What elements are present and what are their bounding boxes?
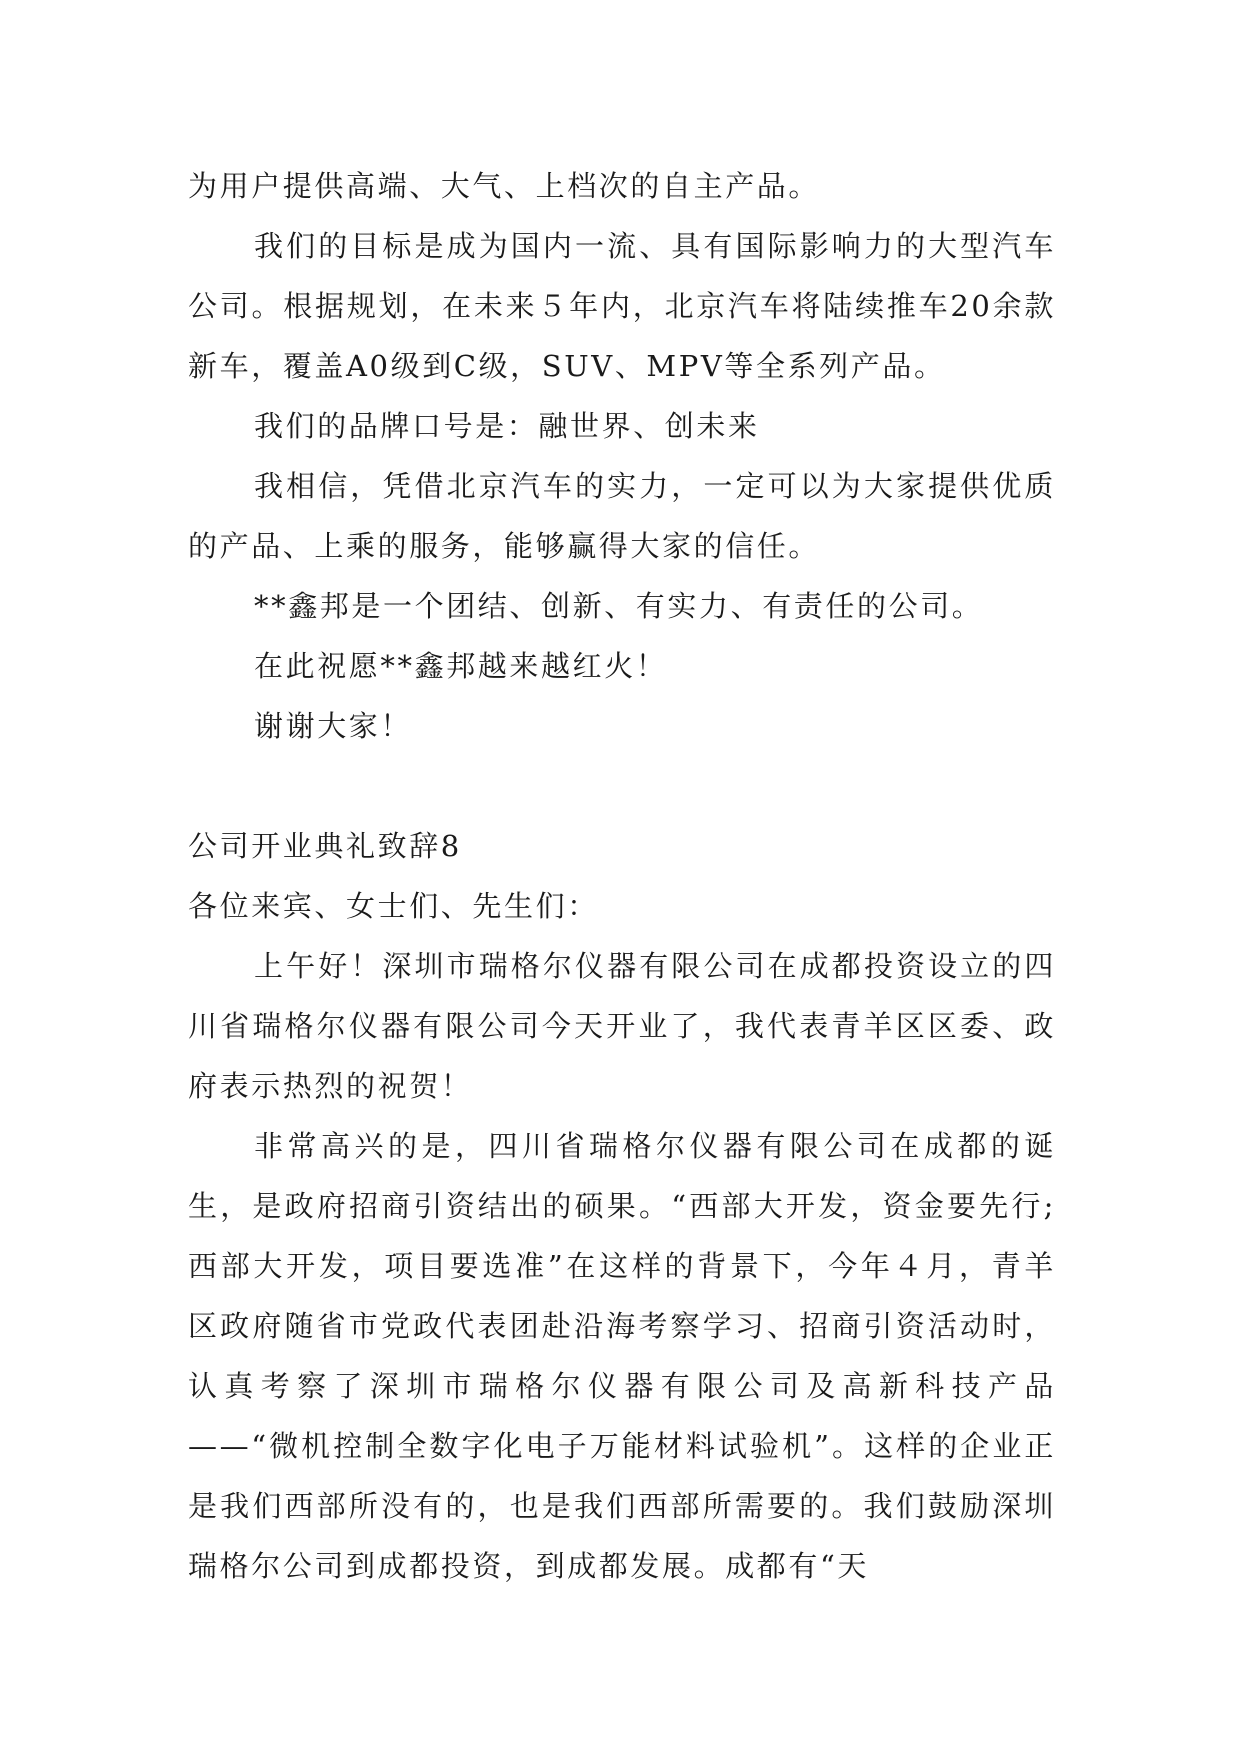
paragraph-confidence: 我相信，凭借北京汽车的实力，一定可以为大家提供优质的产品、上乘的服务，能够赢得大家的信任。 — [188, 469, 1056, 563]
paragraph-brand-slogan: 我们的品牌口号是：融世界、创未来 — [254, 409, 760, 443]
document-body — [188, 156, 1056, 1596]
paragraph-company-praise: **鑫邦是一个团结、创新、有实力、有责任的公司。 — [254, 589, 984, 623]
paragraph-continuation: 为用户提供高端、大气、上档次的自主产品。 — [188, 169, 821, 203]
paragraph-opening-congratulations: 上午好！深圳市瑞格尔仪器有限公司在成都投资设立的四川省瑞格尔仪器有限公司今天开业了，我代表青羊区区委、政府表示热烈的祝贺！ — [188, 949, 1056, 1103]
paragraph-investment-background: 非常高兴的是，四川省瑞格尔仪器有限公司在成都的诞生，是政府招商引资结出的硕果。“西部大开发，资金要先行;西部大开发，项目要选准”在这样的背景下，今年４月，青羊区政府随省市党政代表团赴沿海考察学习、招商引资活动时，认真考察了深圳市瑞格尔仪器有限公司及高新科技产品——“微机控制全数字化电子万能材料试验机”。这样的企业正是我们西部所没有的，也是我们西部所需要的。我们鼓励深圳瑞格尔公司到成都投资，到成都发展。成都有“天 — [188, 1129, 1056, 1583]
paragraph-wishes: 在此祝愿**鑫邦越来越红火！ — [254, 649, 668, 683]
paragraph-company-goal: 我们的目标是成为国内一流、具有国际影响力的大型汽车公司。根据规划，在未来５年内，北京汽车将陆续推车20余款新车，覆盖A0级到C级，SUV、MPV等全系列产品。 — [188, 229, 1056, 383]
salutation: 各位来宾、女士们、先生们： — [188, 889, 599, 923]
paragraph-thanks: 谢谢大家！ — [254, 709, 413, 743]
section-title: 公司开业典礼致辞8 — [188, 829, 462, 863]
